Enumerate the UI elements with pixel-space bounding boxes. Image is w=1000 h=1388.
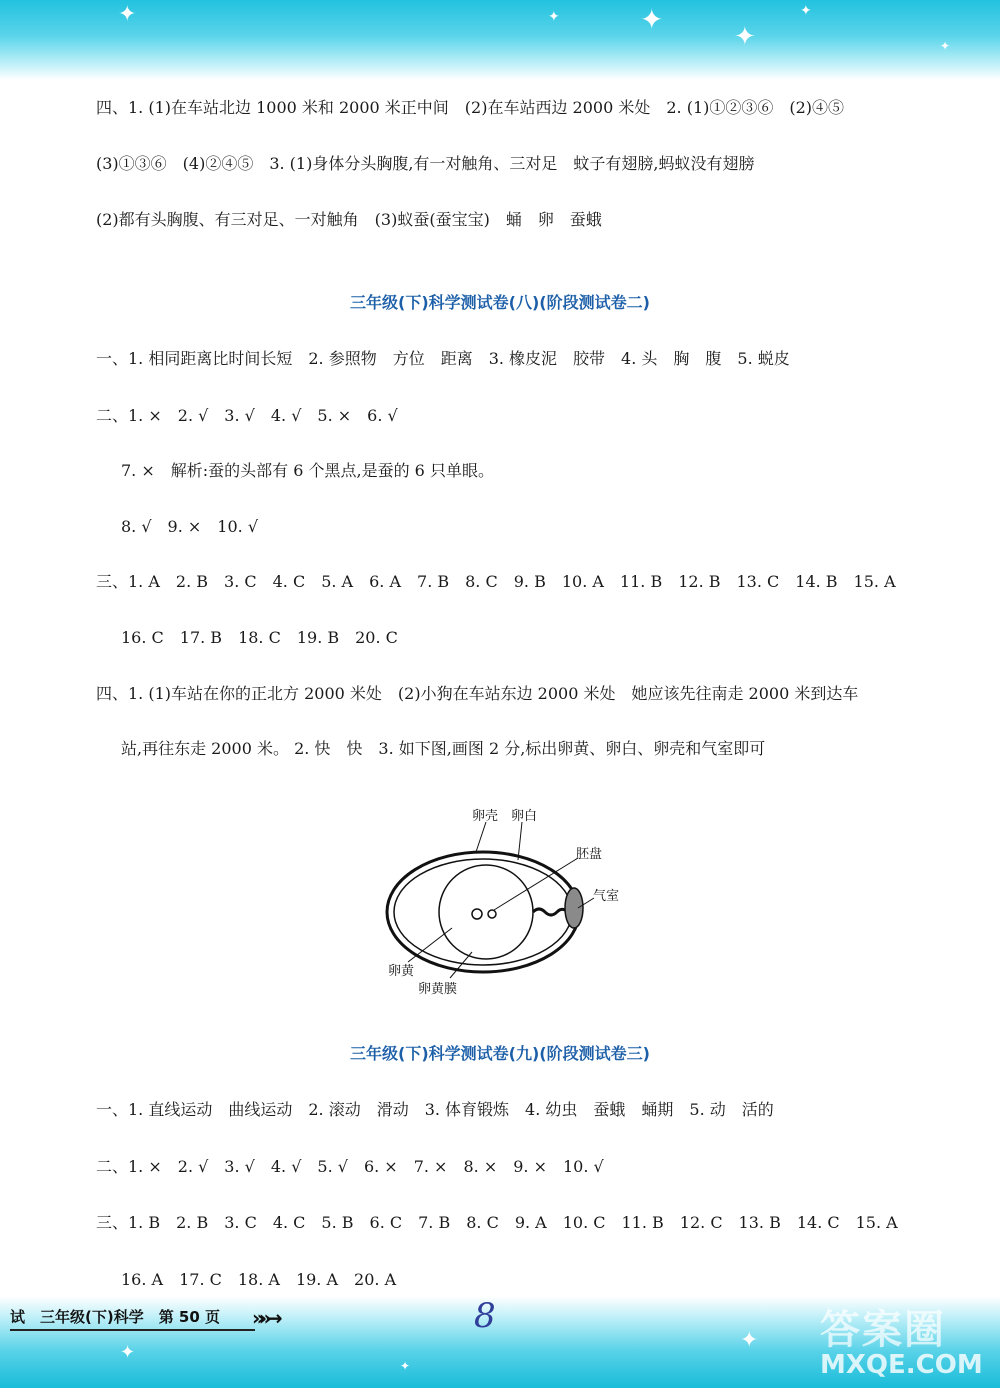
sparkle-icon: ✦: [800, 3, 812, 19]
answer-line: 一、1. 相同距离比时间长短 2. 参照物 方位 距离 3. 橡皮泥 胶带 4. 头 胸 腹 5. 蜕皮: [96, 349, 790, 368]
top-decorative-band: [0, 0, 1000, 80]
sparkle-icon: ✦: [734, 22, 756, 52]
chalaza: [533, 909, 565, 915]
page-footer: 试 三年级(下)科学 第 50 页: [10, 1308, 221, 1326]
label-yolk: 卵黄: [388, 964, 415, 979]
label-albumen: 卵白: [511, 809, 538, 824]
handwritten-page-number: 8: [474, 1296, 496, 1336]
answer-line: 四、1. (1)车站在你的正北方 2000 米处 (2)小狗在车站东边 2000 米处 她应该先往南走 2000 米到达车: [96, 684, 859, 703]
answer-line: 三、1. A 2. B 3. C 4. C 5. A 6. A 7. B 8. C 9. B 10. A 11. B 12. B 13. C 14. B 15. A: [96, 572, 896, 591]
answer-line: 站,再往东走 2000 米。 2. 快 快 3. 如下图,画图 2 分,标出卵黄、卵白、卵壳和气室即可: [121, 739, 766, 758]
label-germinal-disc: 胚盘: [576, 847, 603, 862]
leader-albumen: [518, 822, 522, 860]
answer-line: (3)①③⑥ (4)②④⑤ 3. (1)身体分头胸腹,有一对触角、三对足 蚊子有翅膀,蚂蚁没有翅膀: [96, 154, 755, 173]
answer-line: 16. A 17. C 18. A 19. A 20. A: [121, 1270, 397, 1289]
sparkle-icon: ✦: [400, 1359, 411, 1373]
answer-line: 7. × 解析:蚕的头部有 6 个黑点,是蚕的 6 只单眼。: [121, 461, 494, 480]
sparkle-icon: ✦: [118, 2, 137, 27]
section-heading: 三年级(下)科学测试卷(九)(阶段测试卷三): [350, 1044, 650, 1063]
sparkle-icon: ✦: [940, 39, 951, 53]
egg-structure-diagram: [380, 800, 640, 1005]
germinal-disc-left: [472, 909, 482, 919]
section-heading: 三年级(下)科学测试卷(八)(阶段测试卷二): [350, 293, 650, 312]
answer-line: 三、1. B 2. B 3. C 4. C 5. B 6. C 7. B 8. C 9. A 10. C 11. B 12. C 13. B 14. C 15. A: [96, 1213, 898, 1232]
air-cell: [565, 888, 583, 928]
answer-line: 四、1. (1)在车站北边 1000 米和 2000 米正中间 (2)在车站西边 2000 米处 2. (1)①②③⑥ (2)④⑤: [96, 98, 845, 117]
label-air-cell: 气室: [593, 889, 620, 904]
sparkle-icon: ✦: [548, 9, 560, 25]
answer-line: 二、1. × 2. √ 3. √ 4. √ 5. √ 6. × 7. × 8. × 9. × 10. √: [96, 1157, 604, 1176]
sparkle-icon: ✦: [640, 3, 664, 36]
sparkle-icon: ✦: [740, 1328, 759, 1353]
leader-shell: [476, 822, 486, 852]
answer-line: 二、1. × 2. √ 3. √ 4. √ 5. × 6. √: [96, 406, 398, 425]
watermark-site: MXQE.COM: [820, 1350, 983, 1380]
sparkle-icon: ✦: [120, 1342, 136, 1363]
watermark-logo: 答案圈: [820, 1307, 946, 1353]
answer-line: (2)都有头胸腹、有三对足、一对触角 (3)蚁蚕(蚕宝宝) 蛹 卵 蚕蛾: [96, 210, 602, 229]
label-yolk-membrane: 卵黄膜: [418, 982, 458, 997]
answer-line: 16. C 17. B 18. C 19. B 20. C: [121, 628, 398, 647]
label-shell: 卵壳: [472, 809, 499, 824]
egg-yolk: [439, 865, 533, 959]
forward-arrows-icon: »»→: [252, 1306, 277, 1330]
answer-line: 8. √ 9. × 10. √: [121, 517, 259, 536]
footer-underline: [10, 1329, 255, 1331]
answer-line: 一、1. 直线运动 曲线运动 2. 滚动 滑动 3. 体育锻炼 4. 幼虫 蚕蛾 蛹期 5. 动 活的: [96, 1100, 774, 1119]
germinal-disc: [488, 910, 496, 918]
